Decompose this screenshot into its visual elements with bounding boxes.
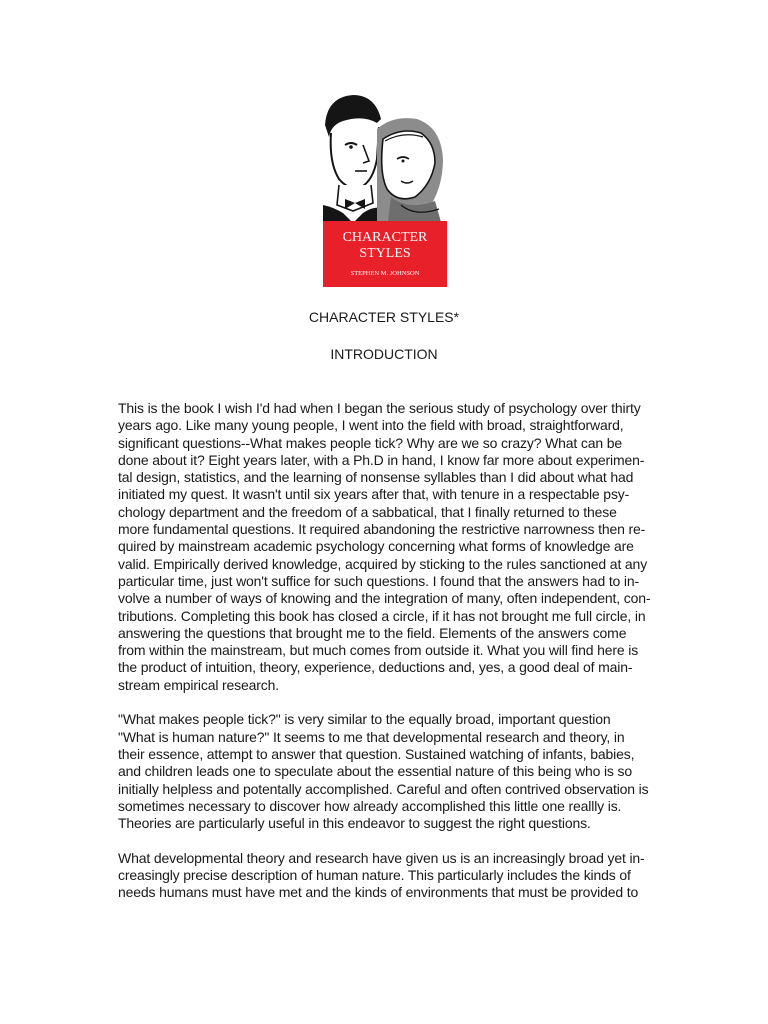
text-line: chology department and the freedom of a sabbatical, that I finally returned to these (118, 503, 617, 520)
text-line: initiated my quest. It wasn't until six years after that, with tenure in a respectable psy- (118, 486, 630, 503)
text-line: valid. Empirically derived knowledge, acquired by sticking to the rules sanctioned at any (118, 555, 648, 572)
text-line: What developmental theory and research have given us is an increasingly broad yet in- (118, 849, 645, 866)
cover-title-line-1: CHARACTER (342, 230, 428, 245)
cover-title-line-2: STYLES (359, 246, 411, 261)
text-line: from within the mainstream, but much comes from outside it. What you will find here is (118, 642, 639, 659)
paragraph (118, 711, 678, 832)
text-line: the product of intuition, theory, experience, deductions and, yes, a good deal of main- (118, 659, 633, 676)
text-line: tal design, statistics, and the learning of nonsense syllables than I did about what had (118, 469, 634, 486)
text-line: years ago. Like many young people, I went into the field with broad, straightforward, (118, 417, 624, 434)
text-line: quired by mainstream academic psychology concerning what forms of knowledge are (118, 538, 634, 555)
text-line: and children leads one to speculate about the essential nature of this being who is so (118, 763, 633, 780)
text-line: needs humans must have met and the kinds of environments that must be provided to (118, 884, 639, 901)
paragraph (118, 850, 678, 902)
text-line: Theories are particularly useful in this endeavor to suggest the right questions. (118, 815, 591, 832)
text-line: stream empirical research. (118, 676, 280, 693)
document-body (118, 400, 678, 919)
text-line: particular time, just won't suffice for such questions. I found that the answers had to in- (118, 572, 640, 589)
cover-author: STEPHEN M. JOHNSON (350, 270, 420, 277)
text-line: This is the book I wish I'd had when I began the serious study of psychology over thirty (118, 400, 641, 416)
cover-illustration (323, 93, 447, 287)
text-line: their essence, attempt to answer that question. Sustained watching of infants, babies, (118, 745, 635, 762)
document-title: CHARACTER STYLES* (308, 309, 460, 325)
text-line: more fundamental questions. It required abandoning the restrictive narrowness then re- (118, 521, 646, 538)
text-line: "What makes people tick?" is very similar to the equally broad, important question (118, 711, 611, 728)
text-line: "What is human nature?" It seems to me that developmental research and theory, in (118, 728, 625, 745)
text-line: done about it? Eight years later, with a Ph.D in hand, I know far more about experimen- (118, 451, 645, 468)
text-line: volve a number of ways of knowing and the integration of many, often independent, con- (118, 590, 651, 607)
text-line: tributions. Completing this book has closed a circle, if it has not brought me full circle, in (118, 607, 646, 624)
text-line: answering the questions that brought me to the field. Elements of the answers come (118, 624, 627, 641)
text-line: sometimes necessary to discover how already accomplished this little one reallly is. (118, 797, 622, 814)
section-heading: INTRODUCTION (330, 346, 438, 362)
paragraph (118, 400, 678, 694)
text-line: significant questions--What makes people tick? Why are we so crazy? What can be (118, 434, 623, 451)
text-line: initially helpless and potentally accomplished. Careful and often contrived observation is (118, 780, 649, 797)
text-line: creasingly precise description of human nature. This particularly includes the kinds of (118, 867, 631, 884)
book-cover-image (323, 93, 447, 287)
